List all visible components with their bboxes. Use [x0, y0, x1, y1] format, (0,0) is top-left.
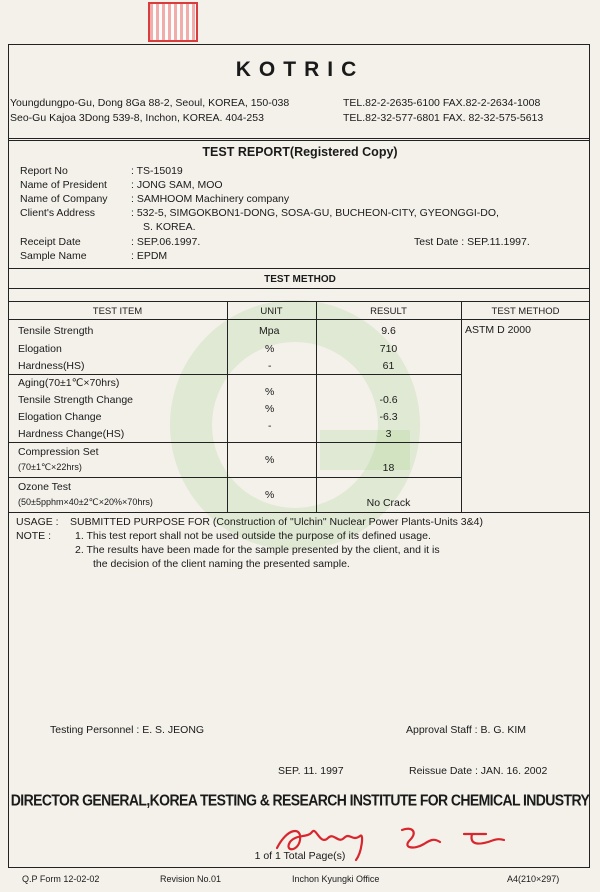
approval-staff: Approval Staff : B. G. KIM: [406, 724, 527, 736]
table-row-result: -0.6: [379, 394, 398, 406]
header-divider: [8, 138, 590, 141]
page-count: 1 of 1 Total Page(s): [254, 850, 346, 862]
table-row-item: Elogation Change: [18, 411, 102, 423]
table-row-item: Hardness Change(HS): [18, 428, 125, 440]
table-row-item: (50±5pphm×40±2℃×20%×70hrs): [18, 497, 153, 507]
receipt-date-value: : SEP.06.1997.: [131, 236, 201, 248]
header-test-item: TEST ITEM: [92, 306, 143, 317]
footer-office: Inchon Kyungki Office: [292, 874, 380, 884]
org-title: KOTRIC: [235, 58, 365, 81]
group-divider-3: [8, 477, 461, 478]
test-date: Test Date : SEP.11.1997.: [414, 236, 530, 248]
report-title: TEST REPORT(Registered Copy): [202, 145, 398, 159]
table-row-item: Aging(70±1℃×70hrs): [18, 377, 120, 389]
director-title: DIRECTOR GENERAL,KOREA TESTING & RESEARCH INSTITUTE FOR CHEMICAL INDUSTRY: [10, 790, 590, 810]
usage-label: USAGE :: [16, 516, 59, 528]
address-seoul: Youngdungpo-Gu, Dong 8Ga 88-2, Seoul, KOREA, 150-038: [10, 97, 290, 109]
header-result: RESULT: [370, 306, 407, 317]
footer-revision: Revision No.01: [160, 874, 222, 884]
address-label: Client's Address: [20, 207, 95, 219]
table-row-result: 18: [382, 462, 395, 474]
table-row-result: 3: [385, 428, 392, 440]
table-row-result: No Crack: [366, 497, 411, 509]
usage-text: SUBMITTED PURPOSE FOR (Construction of "Ulchin" Nuclear Power Plants-Units 3&4): [70, 516, 483, 528]
president-label: Name of President: [20, 179, 107, 191]
report-no-label: Report No: [20, 165, 68, 177]
table-row-unit: %: [265, 489, 275, 501]
header-unit: UNIT: [260, 306, 283, 317]
company-label: Name of Company: [20, 193, 108, 205]
note-label: NOTE :: [16, 530, 52, 542]
table-row-result: 9.6: [381, 325, 396, 337]
group-divider-1: [8, 374, 461, 375]
table-row-unit: -: [268, 420, 272, 432]
table-row-unit: %: [265, 343, 275, 355]
group-divider-2: [8, 442, 461, 443]
address-inchon: Seo-Gu Kajoa 3Dong 539-8, Inchon, KOREA. 404-253: [10, 112, 264, 124]
sample-name-value: : EPDM: [131, 250, 168, 262]
table-row-result: 710: [379, 343, 398, 355]
sample-name-label: Sample Name: [20, 250, 87, 262]
table-row-unit: %: [265, 454, 275, 466]
note-item-2: 2. The results have been made for the sample presented by the client, and it is: [75, 544, 440, 556]
table-row-item: Ozone Test: [18, 481, 71, 493]
header-test-method: TEST METHOD: [491, 306, 560, 317]
report-no-value: : TS-15019: [131, 165, 183, 177]
column-divider-1: [227, 301, 228, 512]
table-row-item: Tensile Strength Change: [18, 394, 133, 406]
table-row-unit: Mpa: [259, 325, 280, 337]
contact-inchon: TEL.82-32-577-6801 FAX. 82-32-575-5613: [343, 112, 544, 124]
company-value: : SAMHOOM Machinery company: [131, 193, 290, 205]
reissue-date: Reissue Date : JAN. 16. 2002: [409, 765, 548, 777]
table-row-item: Tensile Strength: [18, 325, 94, 337]
table-bottom-border: [8, 512, 590, 513]
note-item-2-continued: the decision of the client naming the presented sample.: [93, 558, 350, 570]
method-divider-top: [8, 268, 590, 269]
note-item-1: 1. This test report shall not be used outside the purpose of its defined usage.: [75, 530, 431, 542]
testing-personnel: Testing Personnel : E. S. JEONG: [50, 724, 205, 736]
table-row-item: (70±1℃×22hrs): [18, 462, 82, 472]
table-row-unit: -: [268, 360, 272, 372]
president-value: : JONG SAM, MOO: [131, 179, 223, 191]
table-header-border: [8, 319, 590, 320]
receipt-date-label: Receipt Date: [20, 236, 81, 248]
address-line-2: S. KOREA.: [143, 221, 196, 233]
table-top-border: [8, 301, 590, 302]
table-row-item: Elogation: [18, 343, 62, 355]
table-row-unit: %: [265, 403, 275, 415]
address-line-1: : 532-5, SIMGOKBON1-DONG, SOSA-GU, BUCHEON-CITY, GYEONGGI-DO,: [131, 207, 499, 219]
method-value: ASTM D 2000: [465, 324, 531, 336]
test-method-title: TEST METHOD: [264, 274, 336, 285]
footer-form: Q.P Form 12-02-02: [22, 874, 100, 884]
issue-date: SEP. 11. 1997: [278, 765, 344, 777]
table-row-result: -6.3: [379, 411, 398, 423]
method-divider-bottom: [8, 288, 590, 289]
table-row-result: 61: [382, 360, 395, 372]
table-row-item: Hardness(HS): [18, 360, 85, 372]
footer-paper-size: A4(210×297): [507, 874, 560, 884]
table-row-unit: %: [265, 386, 275, 398]
table-row-item: Compression Set: [18, 446, 99, 458]
contact-seoul: TEL.82-2-2635-6100 FAX.82-2-2634-1008: [343, 97, 541, 109]
column-divider-3: [461, 301, 462, 512]
red-seal-stamp: [148, 2, 198, 42]
